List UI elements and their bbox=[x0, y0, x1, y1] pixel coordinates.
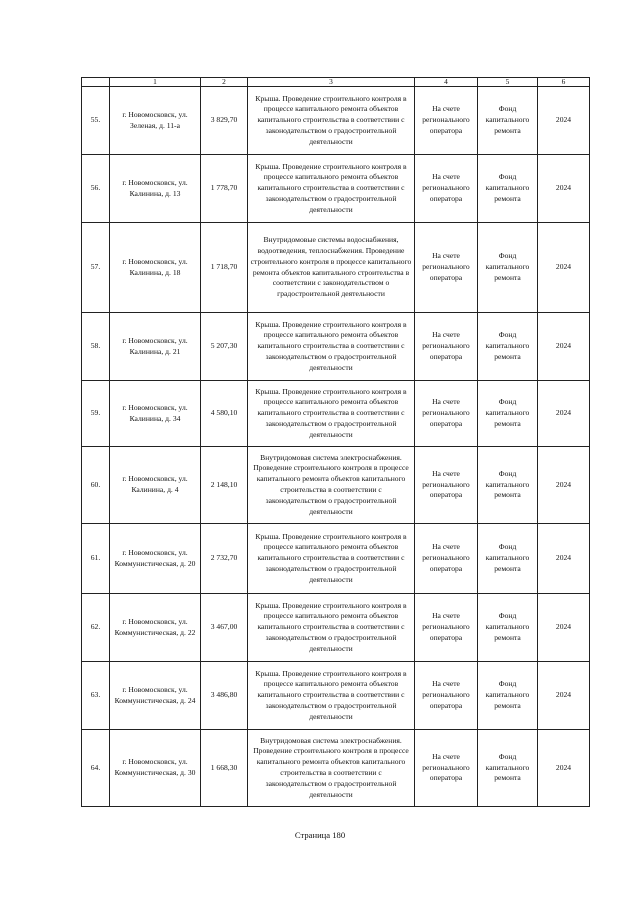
row-funding-source: Фонд капитального ремонта bbox=[478, 155, 538, 223]
row-year: 2024 bbox=[538, 313, 590, 381]
row-amount: 1 668,30 bbox=[201, 730, 248, 807]
row-year: 2024 bbox=[538, 730, 590, 807]
row-number: 55. bbox=[82, 87, 110, 155]
row-account-type: На счете регионального оператора bbox=[415, 87, 478, 155]
row-number: 58. bbox=[82, 313, 110, 381]
row-address: г. Новомосковск, ул. Коммунистическая, д. 22 bbox=[110, 594, 201, 662]
row-funding-source: Фонд капитального ремонта bbox=[478, 594, 538, 662]
row-amount: 5 207,30 bbox=[201, 313, 248, 381]
table-row bbox=[82, 524, 590, 594]
row-works-description: Крыша. Проведение строительного контроля в процессе капитального ремонта объектов капитального строительства в соответствии с законодательством о градостроительной деятельности bbox=[248, 381, 415, 447]
row-funding-source: Фонд капитального ремонта bbox=[478, 381, 538, 447]
header-cell-4: 4 bbox=[415, 78, 478, 87]
row-number: 60. bbox=[82, 447, 110, 524]
header-cell-5: 5 bbox=[478, 78, 538, 87]
table-row bbox=[82, 662, 590, 730]
row-address: г. Новомосковск, ул. Коммунистическая, д. 20 bbox=[110, 524, 201, 594]
row-number: 61. bbox=[82, 524, 110, 594]
row-account-type: На счете регионального оператора bbox=[415, 594, 478, 662]
row-works-description: Внутридомовая система электроснабжения. Проведение строительного контроля в процессе капитального ремонта объектов капитального строительства в соответствии с законодательством о градостроительной деятельности bbox=[248, 730, 415, 807]
row-works-description: Крыша. Проведение строительного контроля в процессе капитального ремонта объектов капитального строительства в соответствии с законодательством о градостроительной деятельности bbox=[248, 662, 415, 730]
row-amount: 3 486,80 bbox=[201, 662, 248, 730]
row-year: 2024 bbox=[538, 223, 590, 313]
header-cell-3: 3 bbox=[248, 78, 415, 87]
row-funding-source: Фонд капитального ремонта bbox=[478, 313, 538, 381]
row-works-description: Внутридомовая система электроснабжения. Проведение строительного контроля в процессе капитального ремонта объектов капитального строительства в соответствии с законодательством о градостроительной деятельности bbox=[248, 447, 415, 524]
table-row bbox=[82, 223, 590, 313]
header-cell-1: 1 bbox=[110, 78, 201, 87]
row-works-description: Крыша. Проведение строительного контроля в процессе капитального ремонта объектов капитального строительства в соответствии с законодательством о градостроительной деятельности bbox=[248, 594, 415, 662]
row-amount: 2 148,10 bbox=[201, 447, 248, 524]
works-table bbox=[81, 77, 590, 807]
row-year: 2024 bbox=[538, 381, 590, 447]
row-amount: 2 732,70 bbox=[201, 524, 248, 594]
row-account-type: На счете регионального оператора bbox=[415, 223, 478, 313]
header-cell-6: 6 bbox=[538, 78, 590, 87]
header-row bbox=[82, 78, 590, 87]
row-number: 64. bbox=[82, 730, 110, 807]
row-account-type: На счете регионального оператора bbox=[415, 524, 478, 594]
row-account-type: На счете регионального оператора bbox=[415, 313, 478, 381]
row-address: г. Новомосковск, ул. Зеленая, д. 11-а bbox=[110, 87, 201, 155]
row-works-description: Крыша. Проведение строительного контроля в процессе капитального ремонта объектов капитального строительства в соответствии с законодательством о градостроительной деятельности bbox=[248, 87, 415, 155]
row-account-type: На счете регионального оператора bbox=[415, 381, 478, 447]
row-funding-source: Фонд капитального ремонта bbox=[478, 223, 538, 313]
row-address: г. Новомосковск, ул. Калинина, д. 4 bbox=[110, 447, 201, 524]
row-number: 63. bbox=[82, 662, 110, 730]
row-amount: 3 467,00 bbox=[201, 594, 248, 662]
row-number: 59. bbox=[82, 381, 110, 447]
table-row bbox=[82, 381, 590, 447]
table-row bbox=[82, 594, 590, 662]
table-row bbox=[82, 447, 590, 524]
row-account-type: На счете регионального оператора bbox=[415, 155, 478, 223]
row-address: г. Новомосковск, ул. Калинина, д. 13 bbox=[110, 155, 201, 223]
row-account-type: На счете регионального оператора bbox=[415, 662, 478, 730]
table-row bbox=[82, 730, 590, 807]
row-funding-source: Фонд капитального ремонта bbox=[478, 524, 538, 594]
row-works-description: Крыша. Проведение строительного контроля в процессе капитального ремонта объектов капитального строительства в соответствии с законодательством о градостроительной деятельности bbox=[248, 313, 415, 381]
row-year: 2024 bbox=[538, 524, 590, 594]
row-address: г. Новомосковск, ул. Калинина, д. 34 bbox=[110, 381, 201, 447]
table-row bbox=[82, 87, 590, 155]
row-amount: 3 829,70 bbox=[201, 87, 248, 155]
row-number: 57. bbox=[82, 223, 110, 313]
row-funding-source: Фонд капитального ремонта bbox=[478, 87, 538, 155]
row-year: 2024 bbox=[538, 155, 590, 223]
row-address: г. Новомосковск, ул. Коммунистическая, д. 24 bbox=[110, 662, 201, 730]
row-amount: 4 580,10 bbox=[201, 381, 248, 447]
row-year: 2024 bbox=[538, 87, 590, 155]
row-number: 62. bbox=[82, 594, 110, 662]
row-address: г. Новомосковск, ул. Калинина, д. 21 bbox=[110, 313, 201, 381]
row-year: 2024 bbox=[538, 594, 590, 662]
row-year: 2024 bbox=[538, 662, 590, 730]
row-amount: 1 778,70 bbox=[201, 155, 248, 223]
row-funding-source: Фонд капитального ремонта bbox=[478, 447, 538, 524]
header-cell-2: 2 bbox=[201, 78, 248, 87]
row-funding-source: Фонд капитального ремонта bbox=[478, 730, 538, 807]
row-number: 56. bbox=[82, 155, 110, 223]
row-account-type: На счете регионального оператора bbox=[415, 447, 478, 524]
row-works-description: Крыша. Проведение строительного контроля в процессе капитального ремонта объектов капитального строительства в соответствии с законодательством о градостроительной деятельности bbox=[248, 524, 415, 594]
row-works-description: Крыша. Проведение строительного контроля в процессе капитального ремонта объектов капитального строительства в соответствии с законодательством о градостроительной деятельности bbox=[248, 155, 415, 223]
row-amount: 1 718,70 bbox=[201, 223, 248, 313]
row-address: г. Новомосковск, ул. Калинина, д. 18 bbox=[110, 223, 201, 313]
table-row bbox=[82, 313, 590, 381]
page-number: Страница 180 bbox=[294, 830, 346, 840]
row-address: г. Новомосковск, ул. Коммунистическая, д. 30 bbox=[110, 730, 201, 807]
row-funding-source: Фонд капитального ремонта bbox=[478, 662, 538, 730]
row-works-description: Внутридомовые системы водоснабжения, водоотведения, теплоснабжения. Проведение строительного контроля в процессе капитального ремонта объектов капитального строительства в соответствии с законодательством о градостроительной деятельности bbox=[248, 223, 415, 313]
table-row bbox=[82, 155, 590, 223]
header-cell-empty bbox=[82, 78, 110, 87]
row-year: 2024 bbox=[538, 447, 590, 524]
row-account-type: На счете регионального оператора bbox=[415, 730, 478, 807]
